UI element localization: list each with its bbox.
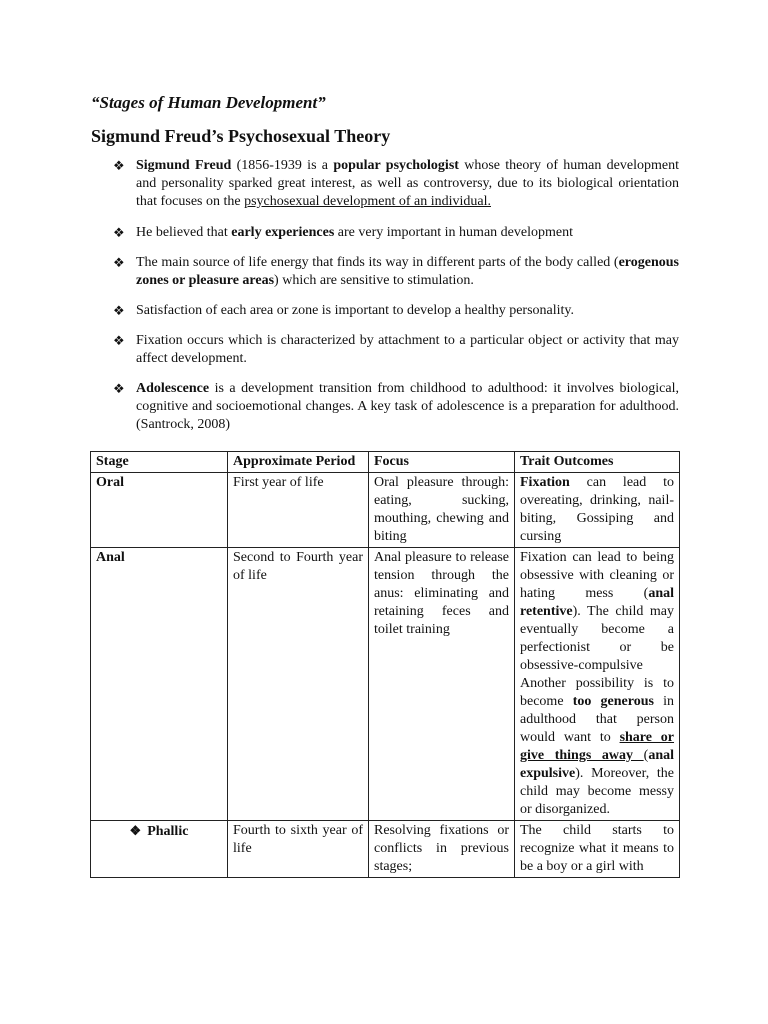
document-title: “Stages of Human Development” [91,93,326,112]
trait-text: ). The child may eventually become a perfectionist or be obsessive-compulsive Another possibility is to become [520,604,674,709]
trait-cell [515,548,680,821]
stage-cell: Anal [91,548,228,821]
bullet-item [91,224,679,242]
diamond-bullet-icon: ❖ [113,158,125,173]
bullet-bold: Sigmund Freud [136,158,232,173]
diamond-bullet-icon: ❖ [113,333,125,348]
trait-text: Fixation can lead to being obsessive with cleaning or hating mess ( [520,550,674,601]
bullet-text: Fixation occurs which is characterized by attachment to a particular object or activity that may affect development. [136,333,679,366]
bullet-item [91,302,679,320]
trait-text: ( [643,748,649,763]
period-cell: Fourth to sixth year of life [228,821,369,878]
diamond-bullet-icon: ❖ [129,823,142,838]
bullet-item [91,380,679,434]
bullet-bold: popular psychologist [333,158,459,173]
column-header-stage: Stage [91,452,228,473]
table-header-row [91,452,680,473]
diamond-bullet-icon: ❖ [113,255,125,270]
bullet-text: is a development transition from childhood to adulthood: it involves biological, cognitive and socioemotional changes. A key task of adolescence is a preparation for adulthood. (Santrock, 2008) [136,381,679,432]
trait-bold: anal retentive [520,586,674,619]
bullet-text: (1856-1939 is a [231,158,334,173]
bullet-bold: erogenous zones or pleasure areas [136,255,679,288]
bullet-bold: Adolescence [136,381,210,396]
trait-text: in adulthood that person would want to [520,694,675,745]
column-header-focus: Focus [369,452,515,473]
table-row [91,548,680,821]
trait-bold: Fixation [520,475,570,490]
column-header-period: Approximate Period [228,452,369,473]
bullet-item [91,332,679,368]
bullet-text: Satisfaction of each area or zone is important to develop a healthy personality. [136,303,574,318]
bullet-text: He believed that [136,225,232,240]
bullet-text: whose theory of human development and personality sparked great interest, as well as controversy, due to its biological orientation that focuses on the [136,158,679,209]
stages-table [90,451,680,878]
diamond-bullet-icon: ❖ [113,225,125,240]
bullet-underline: psychosexual development of an individual. [244,194,491,209]
table-row [91,473,680,548]
trait-text: ). Moreover, the child may become messy or disorganized. [520,766,674,817]
diamond-bullet-icon: ❖ [113,381,125,396]
bullet-item [91,254,679,290]
table-row [91,821,680,878]
focus-cell: Oral pleasure through: eating, sucking, mouthing, chewing and biting [369,473,515,548]
period-cell: Second to Fourth year of life [228,548,369,821]
trait-text: can lead to overeating, drinking, nail-biting, Gossiping and cursing [520,475,674,544]
stage-cell: Oral [91,473,228,548]
bullet-text: The main source of life energy that finds its way in different parts of the body called ( [136,255,619,270]
period-cell: First year of life [228,473,369,548]
stage-label: Phallic [147,824,189,839]
column-header-trait-outcomes: Trait Outcomes [515,452,680,473]
bullet-text: ) which are sensitive to stimulation. [274,273,474,288]
trait-bold: anal expulsive [520,748,674,781]
bullet-item [91,157,679,211]
trait-cell: The child starts to recognize what it means to be a boy or a girl with [515,821,680,878]
stage-cell [91,821,228,878]
trait-bold: too generous [572,694,654,709]
bullet-list [91,157,679,446]
bullet-bold: early experiences [231,225,335,240]
diamond-bullet-icon: ❖ [113,303,125,318]
bullet-text: are very important in human development [334,225,573,240]
document-heading: Sigmund Freud’s Psychosexual Theory [91,126,391,146]
trait-cell [515,473,680,548]
trait-bold-underline: share or give things away [520,730,675,763]
focus-cell: Anal pleasure to release tension through the anus: eliminating and retaining feces and toilet training [369,548,515,821]
focus-cell: Resolving fixations or conflicts in previous stages; [369,821,515,878]
